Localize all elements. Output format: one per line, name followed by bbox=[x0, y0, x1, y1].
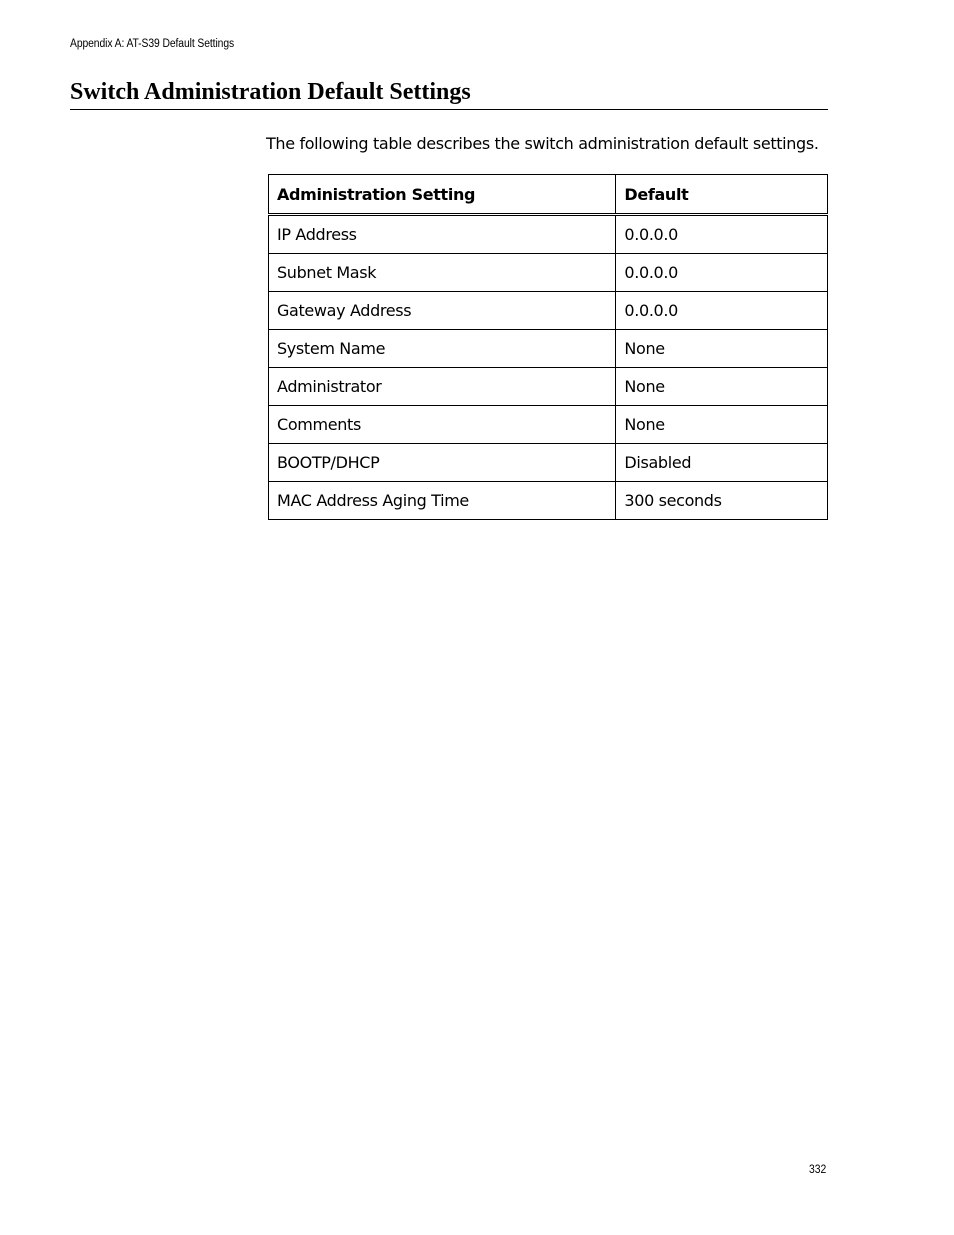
default-cell: None bbox=[616, 368, 828, 406]
default-cell: 0.0.0.0 bbox=[616, 254, 828, 292]
default-cell: 0.0.0.0 bbox=[616, 215, 828, 254]
setting-cell: System Name bbox=[269, 330, 616, 368]
running-header: Appendix A: AT-S39 Default Settings bbox=[70, 38, 235, 50]
section-title: Switch Administration Default Settings bbox=[70, 76, 828, 110]
table-row bbox=[269, 254, 828, 292]
default-cell: None bbox=[616, 406, 828, 444]
default-cell: Disabled bbox=[616, 444, 828, 482]
defaults-table bbox=[268, 174, 828, 520]
table-row bbox=[269, 292, 828, 330]
setting-cell: Administrator bbox=[269, 368, 616, 406]
table-row bbox=[269, 482, 828, 520]
setting-cell: Subnet Mask bbox=[269, 254, 616, 292]
intro-paragraph: The following table describes the switch administration default settings. bbox=[266, 134, 819, 153]
table-row bbox=[269, 368, 828, 406]
default-cell: None bbox=[616, 330, 828, 368]
table-header-row bbox=[269, 175, 828, 215]
setting-cell: BOOTP/DHCP bbox=[269, 444, 616, 482]
table-row bbox=[269, 406, 828, 444]
setting-cell: MAC Address Aging Time bbox=[269, 482, 616, 520]
table-row bbox=[269, 330, 828, 368]
setting-cell: Comments bbox=[269, 406, 616, 444]
column-header-default: Default bbox=[616, 175, 828, 215]
table-row bbox=[269, 444, 828, 482]
column-header-setting: Administration Setting bbox=[269, 175, 616, 215]
setting-cell: Gateway Address bbox=[269, 292, 616, 330]
setting-cell: IP Address bbox=[269, 215, 616, 254]
page-number: 332 bbox=[809, 1164, 827, 1176]
default-cell: 0.0.0.0 bbox=[616, 292, 828, 330]
default-cell: 300 seconds bbox=[616, 482, 828, 520]
table-row bbox=[269, 215, 828, 254]
